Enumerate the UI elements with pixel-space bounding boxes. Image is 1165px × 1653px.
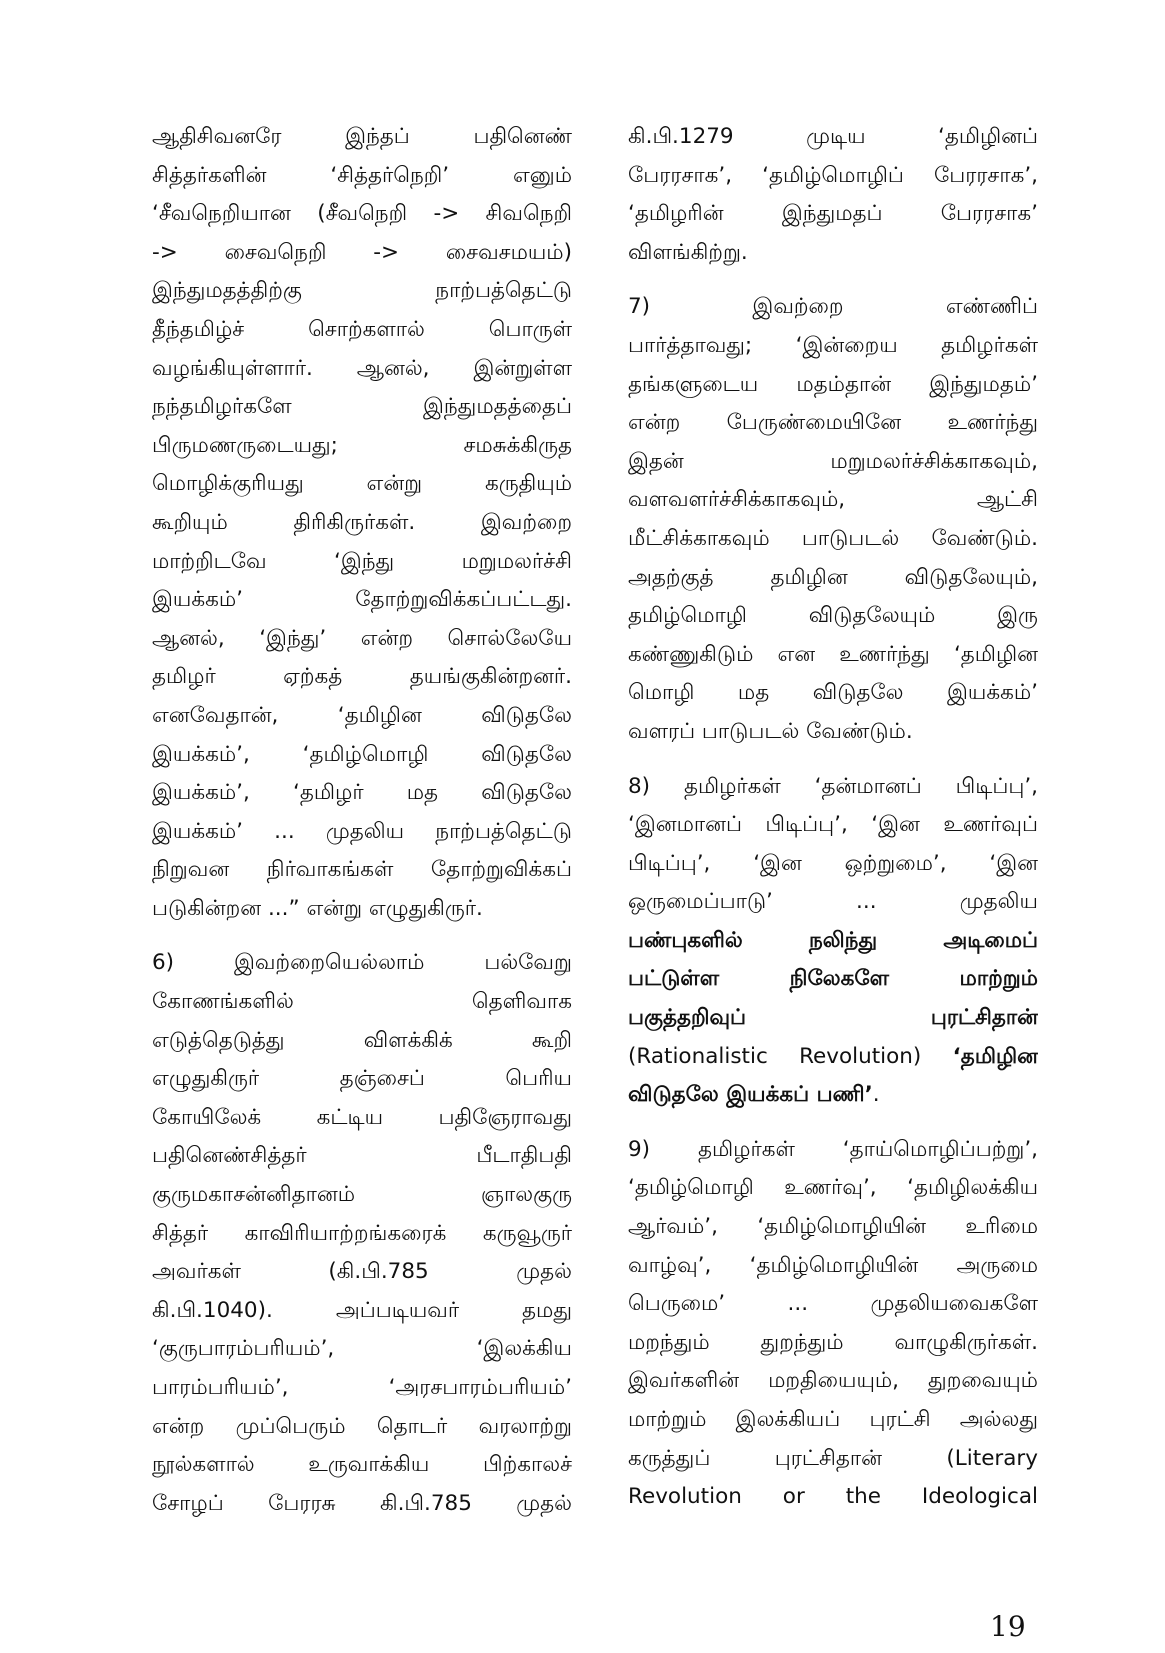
text-line: அதற்குத் தமிழின விடுதலேயும், xyxy=(628,564,1038,590)
text-line: மறந்தும் துறந்தும் வாழுகிருர்கள். xyxy=(628,1329,1038,1355)
text-line: சித்தர்களின் ‘சித்தர்நெறி’ எனும் xyxy=(152,162,572,188)
text-line: பண்புகளில் நலிந்து அடிமைப் xyxy=(628,927,1038,953)
text-line: மாற்றும் இலக்கியப் புரட்சி அல்லது xyxy=(628,1407,1038,1432)
text-line: விளங்கிற்று. xyxy=(628,239,748,265)
paragraph xyxy=(152,944,572,1523)
text-line: கண்ணுகிடும் என உணர்ந்து ‘தமிழின xyxy=(628,641,1038,667)
text-line: தீந்தமிழ்ச் சொற்களால் பொருள் xyxy=(152,316,572,342)
text-line: விடுதலே இயக்கப் பணி’. xyxy=(628,1082,880,1108)
text-line: இந்துமதத்திற்கு நாற்பத்தெட்டு xyxy=(152,278,572,304)
text-line: கி.பி.1040). அப்படியவர் தமது xyxy=(152,1297,572,1323)
text-line: Revolution or the Ideological xyxy=(628,1484,1038,1510)
text-line: கோயிலேக் கட்டிய பதிஞேராவது xyxy=(152,1104,572,1130)
text-line: தமிழர் ஏற்கத் தயங்குகின்றனர். xyxy=(152,664,572,690)
text-line: இயக்கம்’, ‘தமிழர் மத விடுதலே xyxy=(152,780,572,806)
text-line: இயக்கம்’ ... முதலிய நாற்பத்தெட்டு xyxy=(152,818,572,844)
text-line: ‘தமிழ்மொழி உணர்வு’, ‘தமிழிலக்கிய xyxy=(628,1175,1038,1201)
text-line: 8) தமிழர்கள் ‘தன்மானப் பிடிப்பு’, xyxy=(628,773,1038,799)
text-line: மொழி மத விடுதலே இயக்கம்’ xyxy=(628,680,1038,706)
text-line: அவர்கள் (கி.பி.785 முதல் xyxy=(152,1259,572,1285)
text-line: நந்தமிழர்களே இந்துமதத்தைப் xyxy=(152,394,572,420)
text-line: ஒருமைப்பாடு’ ... முதலிய xyxy=(628,889,1038,915)
text-line: மாற்றிடவே ‘இந்து மறுமலர்ச்சி xyxy=(152,548,572,574)
text-line: தங்களுடைய மதம்தான் இந்துமதம்’ xyxy=(628,371,1038,397)
text-line: ஆனல், ‘இந்து’ என்ற சொல்லேயே xyxy=(152,625,572,651)
text-line: (Rationalistic Revolution) ‘தமிழின xyxy=(628,1043,1038,1069)
text-line: நூல்களால் உருவாக்கிய பிற்காலச் xyxy=(152,1452,572,1478)
text-line: இயக்கம்’, ‘தமிழ்மொழி விடுதலே xyxy=(152,741,572,767)
text-line: பேரரசாக’, ‘தமிழ்மொழிப் பேரரசாக’, xyxy=(628,162,1038,188)
text-line: நிறுவன நிர்வாகங்கள் தோற்றுவிக்கப் xyxy=(152,857,572,883)
paragraph xyxy=(628,118,1038,272)
text-line: ‘சீவநெறியான (சீவநெறி -> சிவநெறி xyxy=(152,201,572,227)
paragraph xyxy=(152,118,572,928)
text-line: வாழ்வு’, ‘தமிழ்மொழியின் அருமை xyxy=(628,1252,1038,1278)
text-line: இயக்கம்’ தோற்றுவிக்கப்பட்டது. xyxy=(152,587,572,613)
text-line: பட்டுள்ள நிலேகளே மாற்றும் xyxy=(628,966,1038,992)
text-line: பிடிப்பு’, ‘இன ஒற்றுமை’, ‘இன xyxy=(628,850,1038,876)
text-line: இவர்களின் மறதியையும், துறவையும் xyxy=(628,1368,1038,1394)
text-line: ஆதிசிவனரே இந்தப் பதினெண் xyxy=(152,124,572,149)
text-line: -> சைவநெறி -> சைவசமயம்) xyxy=(152,239,572,265)
text-line: என்ற முப்பெரும் தொடர் வரலாற்று xyxy=(152,1413,572,1439)
text-line: ‘தமிழரின் இந்துமதப் பேரரசாக’ xyxy=(628,201,1038,227)
text-line: எழுதுகிருர் தஞ்சைப் பெரிய xyxy=(152,1066,572,1092)
text-line: வழங்கியுள்ளார். ஆனல், இன்றுள்ள xyxy=(152,355,572,381)
text-line: வளரப் பாடுபடல் வேண்டும். xyxy=(628,718,913,744)
text-line: சித்தர் காவிரியாற்றங்கரைக் கருவூருர் xyxy=(152,1220,572,1246)
text-line: மீட்சிக்காகவும் பாடுபடல் வேண்டும். xyxy=(628,525,1038,551)
text-line: படுகின்றன ...” என்று எழுதுகிருர். xyxy=(152,895,483,921)
text-line: கூறியும் திரிகிருர்கள். இவற்றை xyxy=(152,509,572,535)
text-line: எனவேதான், ‘தமிழின விடுதலே xyxy=(152,702,572,728)
text-line: பகுத்தறிவுப் புரட்சிதான் xyxy=(628,1005,1038,1031)
text-line: பெருமை’ ... முதலியவைகளே xyxy=(628,1291,1038,1317)
text-line: பிருமணருடையது; சமசுக்கிருத xyxy=(152,432,572,458)
text-line: சோழப் பேரரசு கி.பி.785 முதல் xyxy=(152,1490,572,1516)
text-line: கி.பி.1279 முடிய ‘தமிழினப் xyxy=(628,124,1038,149)
text-line: ‘குருபாரம்பரியம்’, ‘இலக்கிய xyxy=(152,1336,572,1362)
text-line: குருமகாசன்னிதானம் ஞாலகுரு xyxy=(152,1182,572,1208)
text-line: கோணங்களில் தெளிவாக xyxy=(152,989,572,1015)
text-line: தமிழ்மொழி விடுதலேயும் இரு xyxy=(628,603,1038,629)
paragraph xyxy=(628,288,1038,751)
text-line: இதன் மறுமலர்ச்சிக்காகவும், xyxy=(628,448,1038,474)
paragraph xyxy=(628,1131,1038,1517)
text-line: என்ற பேருண்மையினே உணர்ந்து xyxy=(628,410,1038,436)
text-line: 6) இவற்றையெல்லாம் பல்வேறு xyxy=(152,950,572,976)
left-column xyxy=(152,118,572,1523)
text-line: ‘இனமானப் பிடிப்பு’, ‘இன உணர்வுப் xyxy=(628,812,1038,838)
text-line: பாரம்பரியம்’, ‘அரசபாரம்பரியம்’ xyxy=(152,1375,572,1400)
text-line: கருத்துப் புரட்சிதான் (Literary xyxy=(628,1445,1038,1471)
text-line: 7) இவற்றை எண்ணிப் xyxy=(628,294,1038,320)
text-line: பதினெண்சித்தர் பீடாதிபதி xyxy=(152,1143,572,1169)
text-line: எடுத்தெடுத்து விளக்கிக் கூறி xyxy=(152,1027,572,1053)
page-number: 19 xyxy=(990,1610,1026,1643)
text-line: ஆர்வம்’, ‘தமிழ்மொழியின் உரிமை xyxy=(628,1214,1038,1240)
paragraph xyxy=(628,768,1038,1115)
text-line: வளவளர்ச்சிக்காகவும், ஆட்சி xyxy=(628,487,1038,513)
right-column xyxy=(628,118,1038,1517)
text-line: பார்த்தாவது; ‘இன்றைய தமிழர்கள் xyxy=(628,332,1038,358)
text-line: 9) தமிழர்கள் ‘தாய்மொழிப்பற்று’, xyxy=(628,1136,1038,1162)
text-line: மொழிக்குரியது என்று கருதியும் xyxy=(152,471,572,497)
